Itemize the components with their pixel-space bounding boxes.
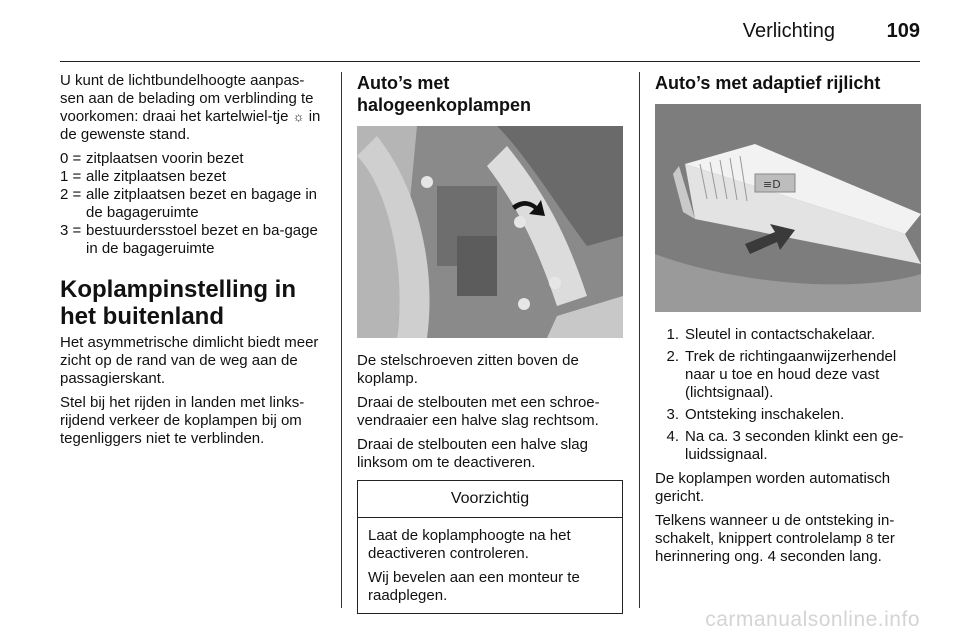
column-2 xyxy=(357,72,623,614)
list-item: 0 = zitplaatsen voorin bezet xyxy=(60,150,244,167)
caution-paragraph: Laat de koplamphoogte na het deactiveren controleren. xyxy=(368,527,571,562)
column-divider xyxy=(639,72,640,608)
turn-signal-lever-image xyxy=(655,104,921,312)
control-lamp-icon: 8 xyxy=(865,531,874,546)
procedure-steps xyxy=(655,326,921,464)
caution-body xyxy=(358,518,622,613)
page-header xyxy=(60,18,920,58)
list-item: 2 = alle zitplaatsen bezet en bagage in de bagageruimte xyxy=(60,186,318,221)
paragraph: Draai de stelbouten een halve slag linksom om te deactiveren. xyxy=(357,436,588,471)
subsection-heading: Auto’s met adaptief rijlicht xyxy=(655,73,881,93)
list-item: 3. Ontsteking inschakelen. xyxy=(666,406,845,423)
paragraph: Stel bij het rijden in landen met links-rijdend verkeer de koplampen bij om tegenliggers niet te verblinden. xyxy=(60,394,305,447)
svg-text:≡D: ≡D xyxy=(763,178,781,191)
paragraph: De stelschroeven zitten boven de koplamp. xyxy=(357,352,579,387)
lever-illustration xyxy=(655,104,921,312)
section-heading: Koplampinstelling in het buitenland xyxy=(60,276,297,330)
paragraph: Het asymmetrische dimlicht biedt meer zicht op de rand van de weg aan de passagierskant. xyxy=(60,334,319,387)
list-item: 3 = bestuurdersstoel bezet en ba-gage in de bagageruimte xyxy=(60,222,318,257)
subsection-heading: Auto’s met halogeenkoplampen xyxy=(357,73,532,115)
page-number: 109 xyxy=(886,20,920,42)
list-item: 1 = alle zitplaatsen bezet xyxy=(60,168,227,185)
halogen-headlamp-image xyxy=(357,126,623,338)
intro-paragraph: U kunt de lichtbundelhoogte aanpas-sen aan de belading om verblinding te voorkomen: draai het kartelwiel-tje ☼ in de gewenste stand. xyxy=(60,72,321,143)
section-title: Verlichting xyxy=(742,20,835,42)
list-item: 4. Na ca. 3 seconden klinkt een ge-luidssignaal. xyxy=(666,428,904,463)
caution-title: Voorzichtig xyxy=(358,481,622,518)
column-3 xyxy=(655,72,921,572)
header-rule xyxy=(60,61,920,62)
column-1 xyxy=(60,72,326,454)
watermark: carmanualsonline.info xyxy=(705,608,920,631)
caution-paragraph: Wij bevelen aan een monteur te raadplegen. xyxy=(368,569,580,604)
list-item: 1. Sleutel in contactschakelaar. xyxy=(666,326,876,343)
position-list xyxy=(60,150,326,258)
list-item: 2. Trek de richtingaanwijzerhendel naar u toe en houd deze vast (lichtsignaal). xyxy=(666,348,897,401)
headlamp-illustration xyxy=(357,126,623,338)
headlight-range-icon: ☼ xyxy=(292,109,305,124)
caution-box xyxy=(357,480,623,614)
paragraph: Draai de stelbouten met een schroe-vendraaier een halve slag rechtsom. xyxy=(357,394,600,429)
paragraph: Telkens wanneer u de ontsteking in-schakelt, knippert controlelamp 8 ter herinnering ong. 4 seconden lang. xyxy=(655,512,895,565)
paragraph: De koplampen worden automatisch gericht. xyxy=(655,470,891,505)
column-divider xyxy=(341,72,342,608)
